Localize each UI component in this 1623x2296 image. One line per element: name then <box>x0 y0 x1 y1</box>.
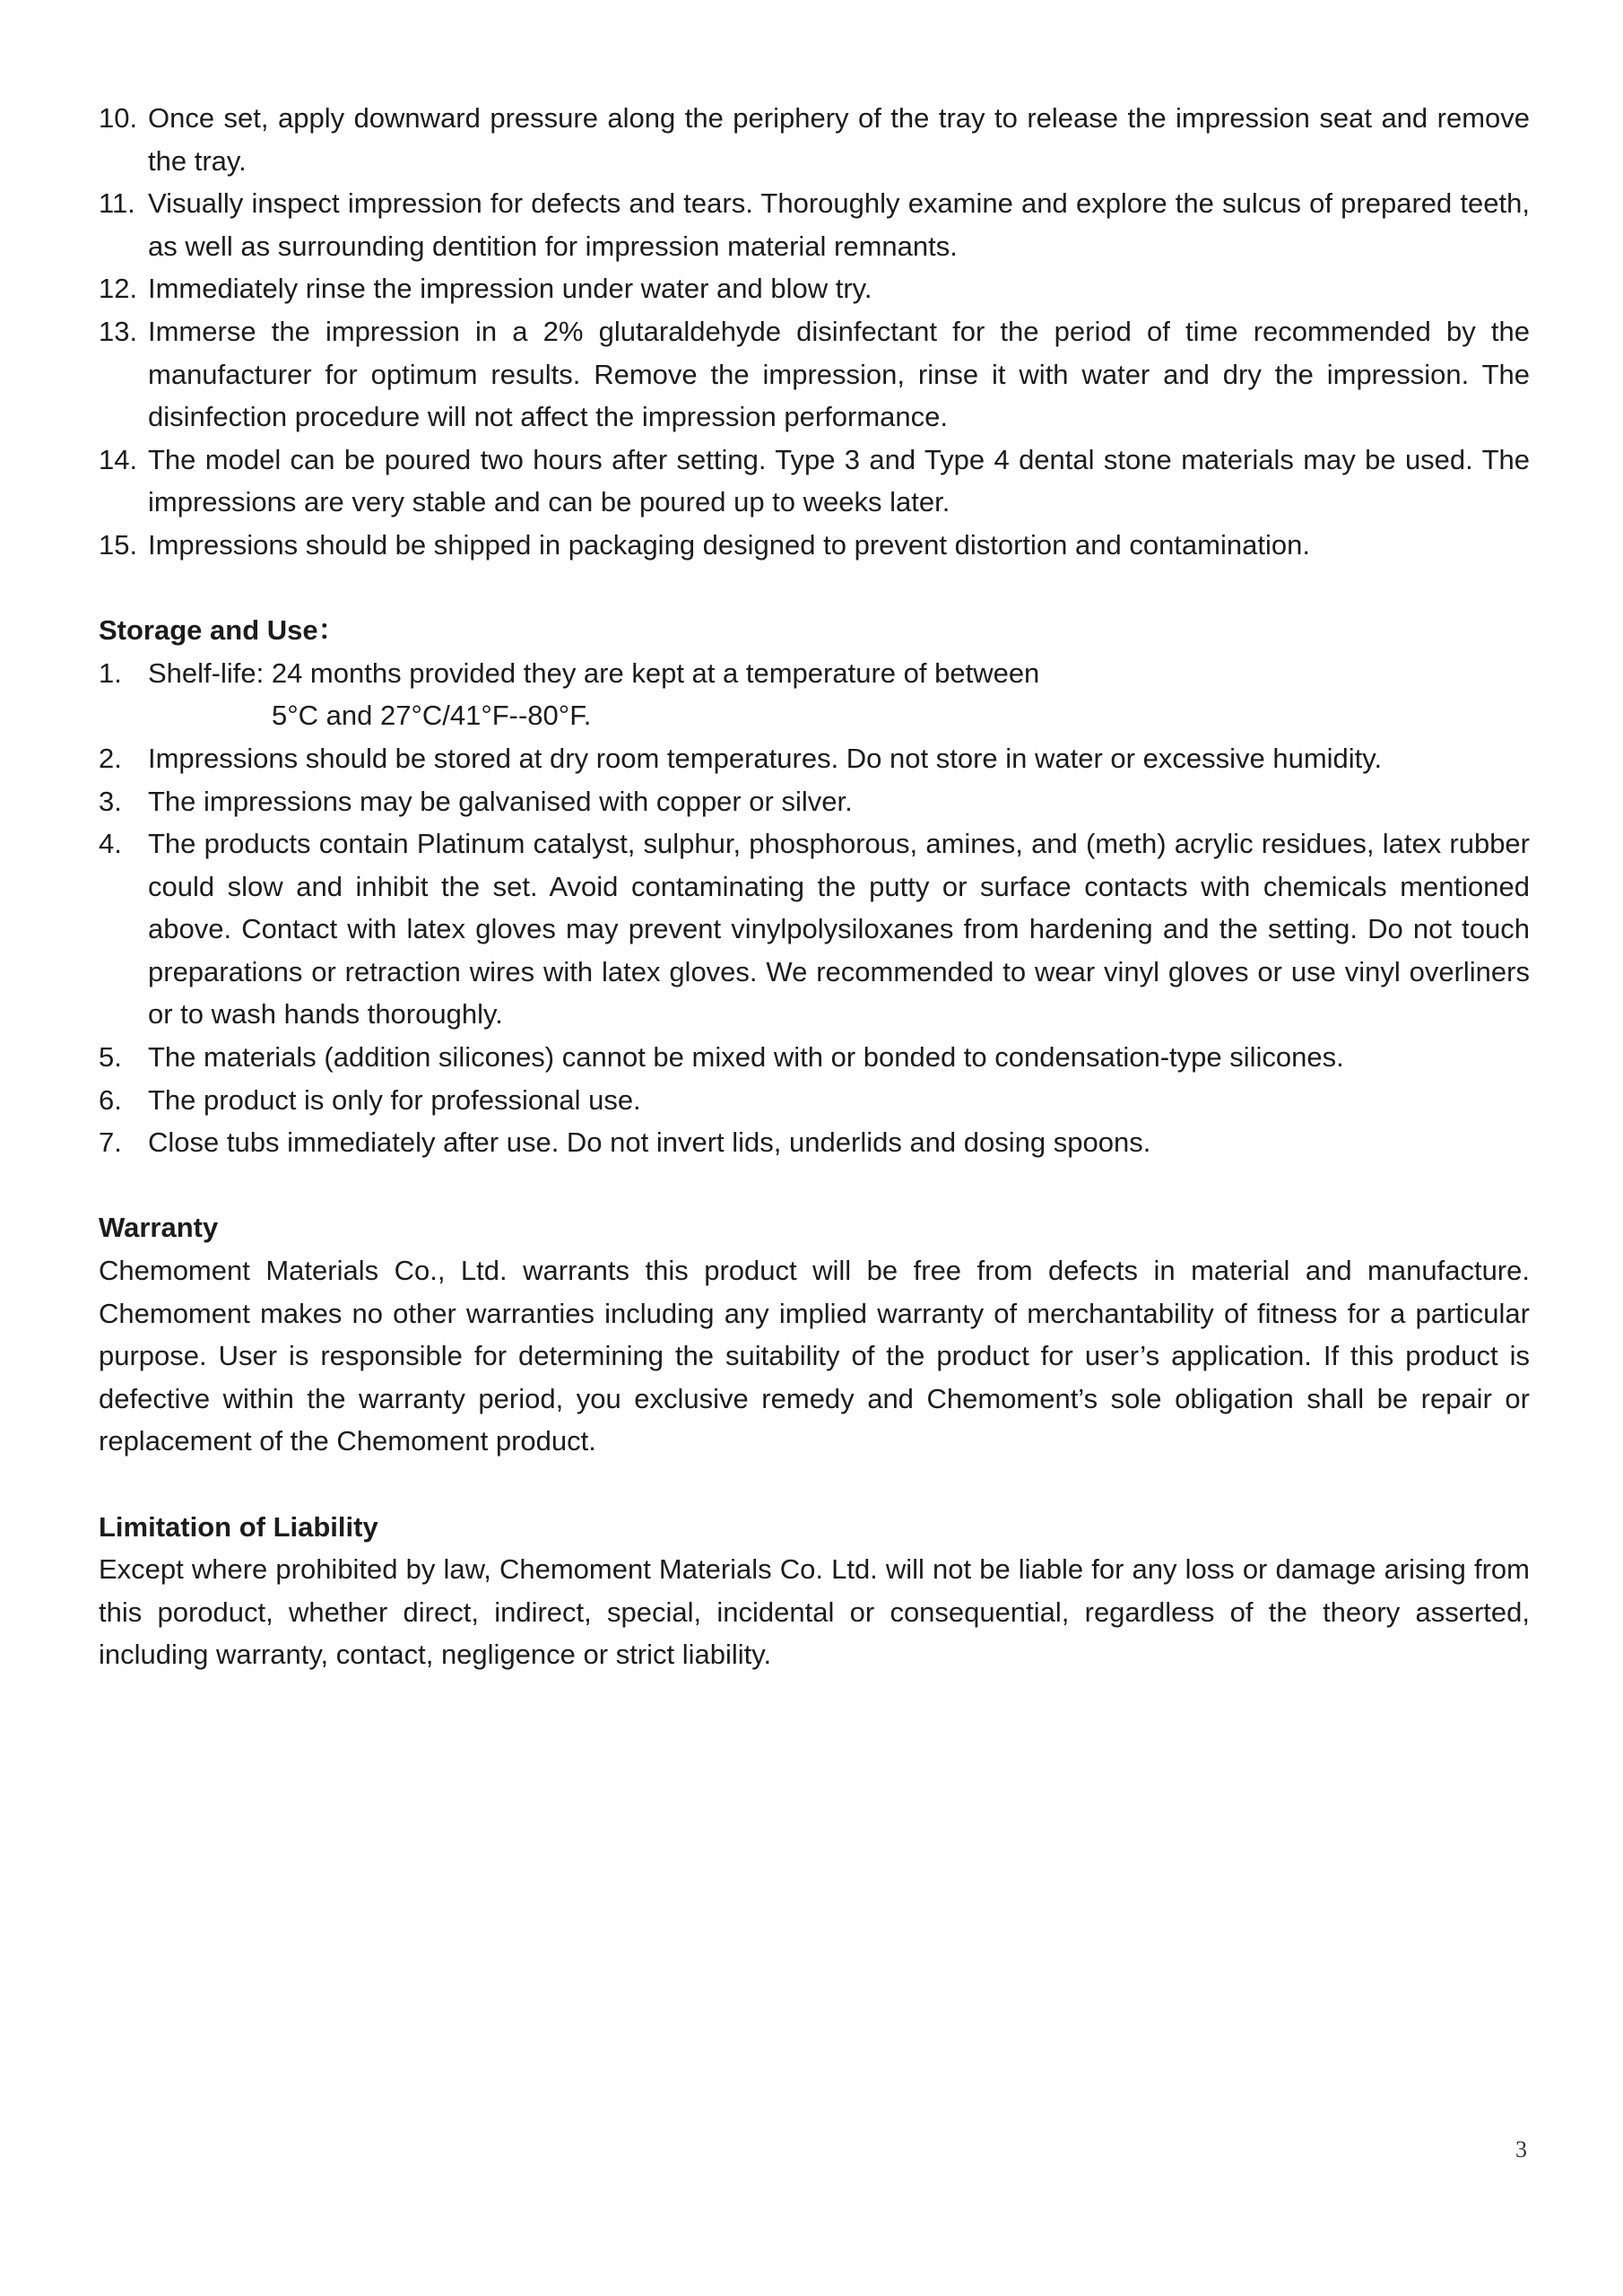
list-item-text: Immediately rinse the impression under water and blow try. <box>148 273 872 305</box>
warranty-heading: Warranty <box>99 1212 219 1244</box>
list-item-text: Visually inspect impression for defects and tears. Thoroughly examine and explore the sulcus of prepared teeth, as well as surrounding dentition for impression material remnants. <box>148 187 1530 262</box>
liability-paragraph: Except where prohibited by law, Chemoment Materials Co. Ltd. will not be liable for any loss or damage arising from this poroduct, whether direct, indirect, special, incidental or consequential, regardless of the theory asserted, including warranty, contact, negligence or strict liability. <box>99 1553 1530 1671</box>
list-item-number: 2. <box>99 742 122 774</box>
warranty-paragraph: Chemoment Materials Co., Ltd. warrants this product will be free from defects in material and manufacture. Chemoment makes no other warranties including any implied warranty of merchantability of fitness for a particular purpose. User is responsible for determining the suitability of the product for user’s application. If this product is defective within the warranty period, you exclusive remedy and Chemoment’s sole obligation shall be repair or replacement of the Chemoment product. <box>99 1255 1530 1457</box>
list-item-text: Impressions should be shipped in packaging designed to prevent distortion and contamination. <box>148 528 1310 561</box>
list-item <box>99 780 1530 823</box>
list-item-number: 10. <box>99 102 138 134</box>
list-item <box>99 439 1530 524</box>
list-item <box>99 182 1530 267</box>
list-item-text: Close tubs immediately after use. Do not invert lids, underlids and dosing spoons. <box>148 1126 1151 1159</box>
list-item <box>99 524 1530 567</box>
list-item-text: The product is only for professional use. <box>148 1083 641 1116</box>
list-item-number: 6. <box>99 1083 122 1116</box>
list-item <box>99 310 1530 439</box>
procedure-steps-list <box>99 97 1530 567</box>
list-item-text: The model can be poured two hours after setting. Type 3 and Type 4 dental stone materials may be used. The impressions are very stable and can be poured up to weeks later. <box>148 443 1530 518</box>
liability-heading: Limitation of Liability <box>99 1510 378 1543</box>
list-item-number: 3. <box>99 785 122 817</box>
page-number: 3 <box>1515 2136 1527 2162</box>
list-item-text: Immerse the impression in a 2% glutaraldehyde disinfectant for the period of time recommended by the manufacturer for optimum results. Remove the impression, rinse it with water and dry the impression. The disinfection procedure will not affect the impression performance. <box>148 315 1530 433</box>
list-item-text: The materials (addition silicones) cannot be mixed with or bonded to condensation-type silicones. <box>148 1041 1344 1074</box>
list-item-number: 4. <box>99 828 122 860</box>
list-item <box>99 822 1530 1036</box>
list-item <box>99 1036 1530 1079</box>
list-item-text: The products contain Platinum catalyst, sulphur, phosphorous, amines, and (meth) acrylic residues, latex rubber could slow and inhibit the set. Avoid contaminating the putty or surface contacts with chemicals mentioned above. Contact with latex gloves may prevent vinylpolysiloxanes from hardening and the setting. Do not touch preparations or retraction wires with latex gloves. We recommended to wear vinyl gloves or use vinyl overliners or to wash hands thoroughly. <box>148 828 1530 1031</box>
list-item-number: 12. <box>99 273 138 305</box>
list-item-text: Shelf-life: 24 months provided they are kept at a temperature of between <box>148 657 1040 689</box>
list-item <box>99 652 1530 737</box>
list-item <box>99 97 1530 182</box>
list-item-text: The impressions may be galvanised with copper or silver. <box>148 785 853 817</box>
list-item-text: Impressions should be stored at dry room temperatures. Do not store in water or excessive humidity. <box>148 742 1383 774</box>
list-item <box>99 1121 1530 1164</box>
list-item-text: Once set, apply downward pressure along the periphery of the tray to release the impression seat and remove the tray. <box>148 102 1530 177</box>
list-item-number: 14. <box>99 443 138 475</box>
list-item <box>99 737 1530 780</box>
list-item-number: 11. <box>99 187 135 220</box>
list-item-number: 1. <box>99 657 122 689</box>
list-item-number: 7. <box>99 1126 122 1159</box>
storage-heading: Storage and Use： <box>99 614 346 647</box>
list-item-number: 5. <box>99 1041 122 1074</box>
temperature-range: 5°C and 27°C/41°F--80°F. <box>272 700 592 732</box>
list-item-number: 13. <box>99 315 138 347</box>
list-item-number: 15. <box>99 528 138 561</box>
list-item <box>99 1079 1530 1122</box>
document-page <box>99 97 1530 1676</box>
storage-list <box>99 652 1530 1164</box>
list-item <box>99 267 1530 310</box>
